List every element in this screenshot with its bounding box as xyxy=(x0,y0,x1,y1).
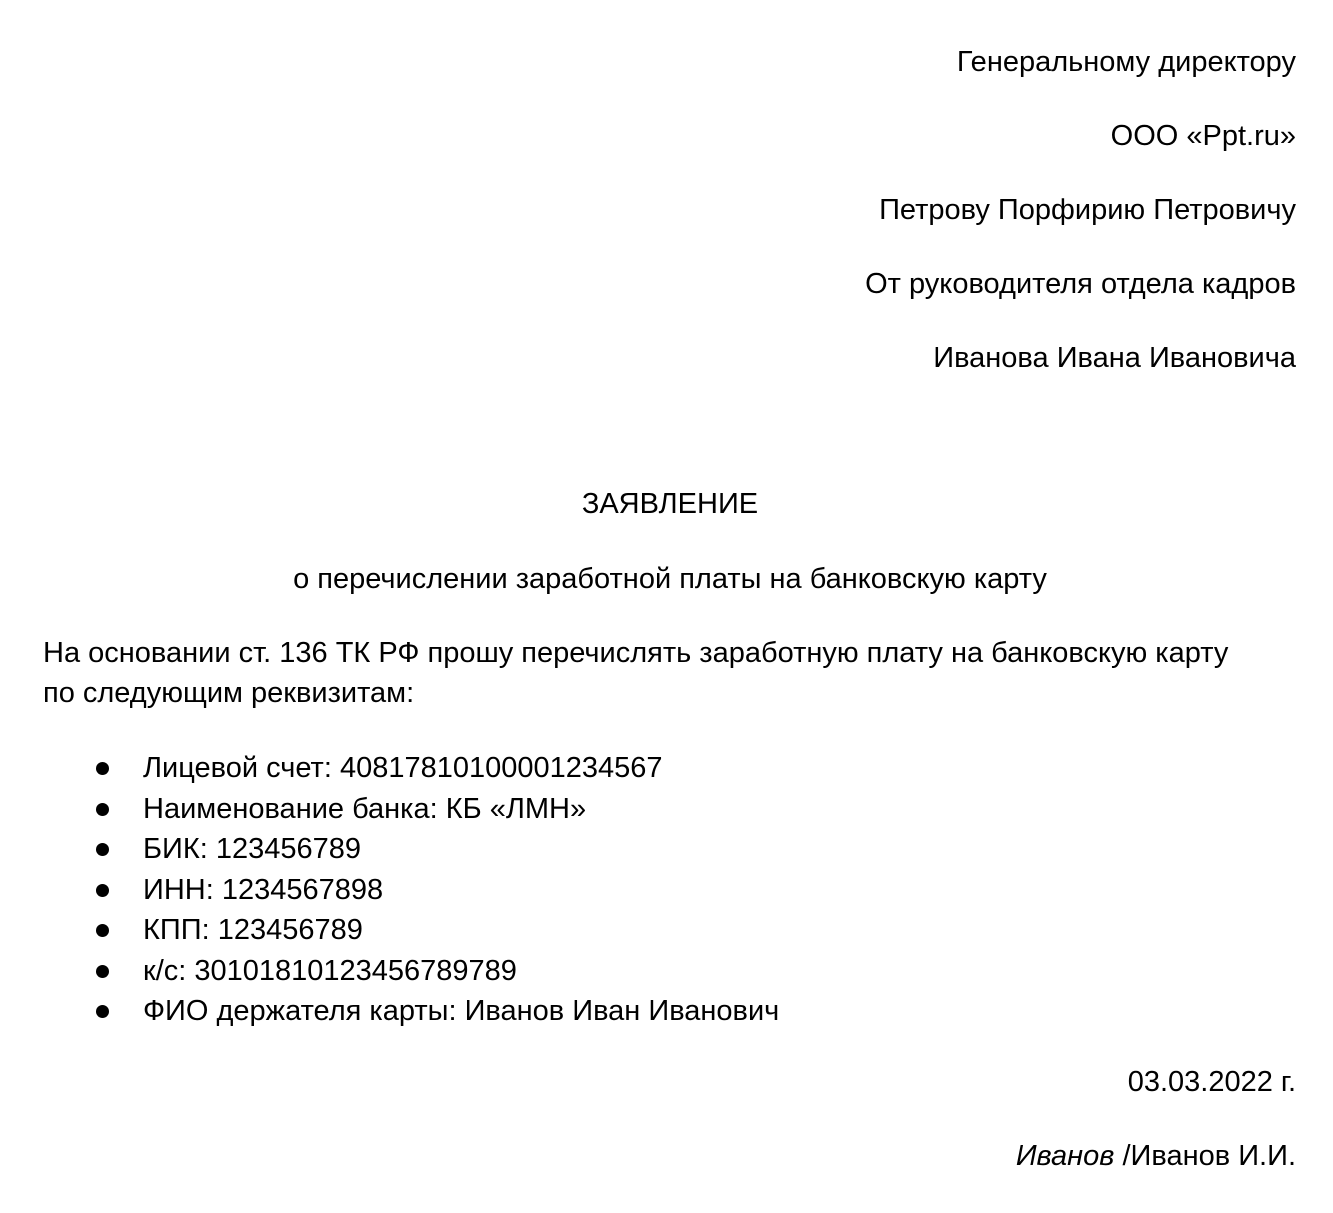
body-paragraph: На основании ст. 136 ТК РФ прошу перечислять заработную плату на банковскую карту по следующим реквизитам: xyxy=(43,637,1229,709)
requisite-bank: Наименование банка: КБ «ЛМН» xyxy=(143,792,587,825)
signature-printed: /Иванов И.И. xyxy=(1114,1140,1296,1172)
bullet-icon xyxy=(96,924,109,937)
sender-position: От руководителя отдела кадров xyxy=(865,268,1296,300)
bullet-icon xyxy=(96,803,109,816)
sender-name: Иванова Ивана Ивановича xyxy=(933,342,1296,374)
bullet-icon xyxy=(96,965,109,978)
requisite-kpp: КПП: 123456789 xyxy=(143,914,363,946)
requisite-account: Лицевой счет: 40817810100001234567 xyxy=(143,752,663,784)
bullet-icon xyxy=(96,1005,109,1018)
addressee-position: Генеральному директору xyxy=(956,46,1296,78)
document-title: ЗАЯВЛЕНИЕ xyxy=(581,488,759,520)
signature-line xyxy=(1016,1142,1296,1171)
requisite-corr-account: к/с: 30101810123456789789 xyxy=(143,954,517,987)
bullet-icon xyxy=(96,762,109,775)
bullet-icon xyxy=(96,843,109,856)
document-date: 03.03.2022 г. xyxy=(1127,1066,1296,1098)
addressee-company: ООО «Ppt.ru» xyxy=(1110,120,1296,152)
addressee-name: Петрову Порфирию Петровичу xyxy=(879,194,1296,226)
requisite-inn: ИНН: 1234567898 xyxy=(143,873,384,906)
signature-handwritten: Иванов xyxy=(1015,1140,1115,1172)
document-subtitle: о перечислении заработной платы на банковскую карту xyxy=(293,563,1047,595)
requisite-bik: БИК: 123456789 xyxy=(143,833,362,865)
requisite-cardholder: ФИО держателя карты: Иванов Иван Иванович xyxy=(143,995,780,1027)
bullet-icon xyxy=(96,884,109,897)
